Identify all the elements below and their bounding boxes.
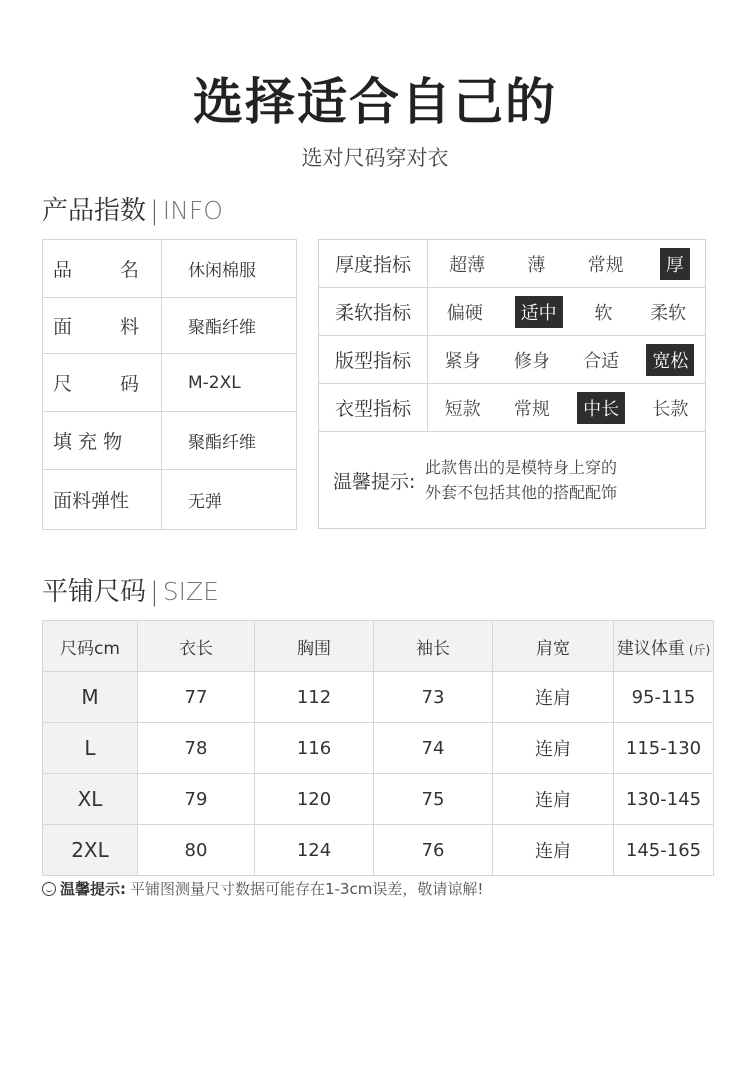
index-option: 长款 — [652, 398, 689, 420]
index-row-label: 厚度指标 — [319, 240, 428, 287]
index-option: 柔软 — [650, 302, 687, 324]
size-value-cell: 130-145 — [614, 774, 714, 825]
index-option: 紧身 — [444, 350, 481, 372]
size-value-cell: 77 — [138, 672, 255, 723]
size-section-title — [42, 571, 219, 608]
size-header-cell: 袖长 — [374, 621, 493, 672]
index-option: 软 — [594, 302, 613, 324]
index-option: 常规 — [587, 254, 624, 276]
index-row — [319, 288, 705, 336]
size-section-cn: 平铺尺码 — [42, 577, 147, 607]
index-tip-label: 温馨提示: — [333, 470, 416, 493]
info-value: M-2XL — [162, 354, 297, 412]
size-value-cell: 连肩 — [493, 774, 614, 825]
size-label-cell: 2XL — [43, 825, 138, 876]
index-option-selected: 厚 — [660, 248, 690, 280]
size-value-cell: 115-130 — [614, 723, 714, 774]
index-option: 偏硬 — [446, 302, 483, 324]
section-separator: | — [150, 577, 159, 607]
index-row-label: 柔软指标 — [319, 288, 428, 335]
index-tip-line: 外套不包括其他的搭配配饰 — [425, 483, 618, 502]
size-value-cell: 145-165 — [614, 825, 714, 876]
index-option: 超薄 — [449, 254, 486, 276]
info-row — [43, 240, 297, 298]
index-tip — [319, 432, 705, 528]
size-table-header — [43, 621, 714, 672]
info-row — [43, 354, 297, 412]
size-value-cell: 75 — [374, 774, 493, 825]
size-value-cell: 95-115 — [614, 672, 714, 723]
size-label-cell: XL — [43, 774, 138, 825]
product-section-title — [42, 190, 223, 227]
size-row — [43, 825, 714, 876]
size-value-cell: 112 — [255, 672, 374, 723]
size-value-cell: 79 — [138, 774, 255, 825]
size-label-cell: M — [43, 672, 138, 723]
size-header-cell: 胸围 — [255, 621, 374, 672]
info-row — [43, 470, 297, 530]
size-value-cell: 80 — [138, 825, 255, 876]
weight-unit: (斤) — [688, 642, 711, 657]
index-option: 薄 — [527, 254, 546, 276]
section-separator: | — [150, 196, 159, 226]
index-option: 修身 — [513, 350, 550, 372]
size-header-cell: 尺码cm — [43, 621, 138, 672]
size-row — [43, 672, 714, 723]
note-label: 温馨提示: — [60, 880, 126, 898]
index-option: 短款 — [444, 398, 481, 420]
size-row — [43, 723, 714, 774]
size-header-cell: 肩宽 — [493, 621, 614, 672]
page-title: 选择适合自己的 — [193, 73, 557, 131]
info-value: 无弹 — [162, 470, 297, 530]
index-option: 常规 — [513, 398, 550, 420]
size-value-cell: 76 — [374, 825, 493, 876]
size-row — [43, 774, 714, 825]
info-value: 聚酯纤维 — [162, 298, 297, 354]
size-value-cell: 连肩 — [493, 672, 614, 723]
info-value: 聚酯纤维 — [162, 412, 297, 470]
index-row-label: 衣型指标 — [319, 384, 428, 431]
page-subtitle: 选对尺码穿对衣 — [301, 146, 449, 170]
size-header-cell: 建议体重 (斤) — [614, 621, 714, 672]
info-key: 填 充 物 — [43, 412, 162, 470]
note-text: 平铺图测量尺寸数据可能存在1-3cm误差，敬请谅解! — [130, 880, 484, 898]
info-key: 尺 码 — [43, 354, 162, 412]
measurement-note — [42, 878, 483, 899]
size-value-cell: 73 — [374, 672, 493, 723]
size-value-cell: 120 — [255, 774, 374, 825]
info-value: 休闲棉服 — [162, 240, 297, 298]
size-table — [42, 620, 714, 876]
index-row — [319, 384, 705, 432]
info-key: 面料弹性 — [43, 470, 162, 530]
product-info-table — [42, 239, 297, 530]
size-label-cell: L — [43, 723, 138, 774]
index-row-label: 版型指标 — [319, 336, 428, 383]
size-header-cell: 衣长 — [138, 621, 255, 672]
size-value-cell: 74 — [374, 723, 493, 774]
index-options — [428, 240, 705, 287]
size-value-cell: 连肩 — [493, 825, 614, 876]
size-section-en: SIZE — [162, 577, 219, 606]
info-row — [43, 412, 297, 470]
size-value-cell: 116 — [255, 723, 374, 774]
index-tip-text — [425, 455, 617, 505]
info-row — [43, 298, 297, 354]
index-option-selected: 中长 — [577, 392, 625, 424]
index-option-selected: 宽松 — [646, 344, 694, 376]
index-options — [428, 336, 705, 383]
index-option: 合适 — [583, 350, 620, 372]
size-value-cell: 124 — [255, 825, 374, 876]
index-row — [319, 240, 705, 288]
info-key: 品 名 — [43, 240, 162, 298]
info-key: 面 料 — [43, 298, 162, 354]
product-section-en: INFO — [162, 196, 223, 225]
size-value-cell: 78 — [138, 723, 255, 774]
product-index-table — [318, 239, 706, 529]
index-row — [319, 336, 705, 384]
index-tip-line: 此款售出的是模特身上穿的 — [425, 458, 618, 477]
smile-icon — [42, 882, 56, 896]
index-options — [428, 288, 705, 335]
product-section-cn: 产品指数 — [42, 196, 147, 226]
index-option-selected: 适中 — [515, 296, 563, 328]
size-value-cell: 连肩 — [493, 723, 614, 774]
index-options — [428, 384, 705, 431]
